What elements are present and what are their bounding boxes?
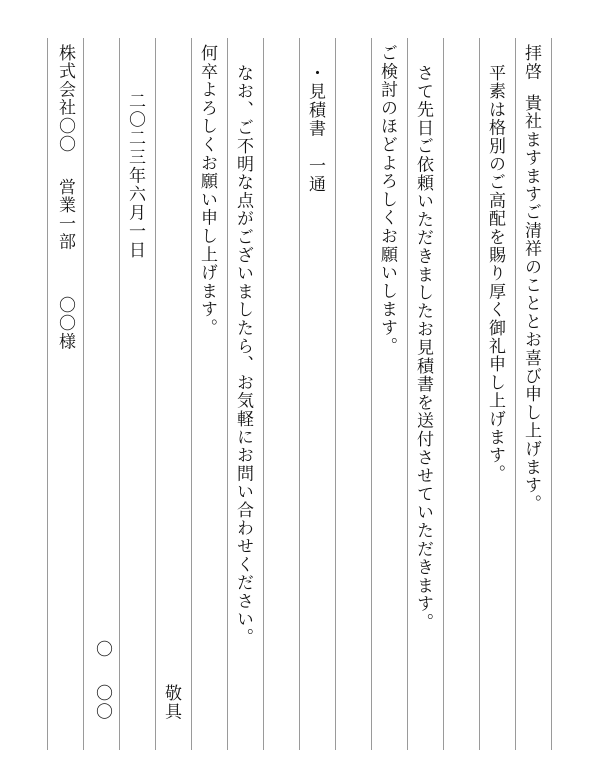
greeting-line: 平素は格別のご高配を賜り厚く御礼申し上げます。: [485, 64, 505, 483]
sender-mark: 〇〇: [92, 684, 112, 721]
ruled-line: [83, 38, 84, 750]
ruled-line: [299, 38, 300, 750]
ruled-line: [407, 38, 408, 750]
ruled-line: [155, 38, 156, 750]
ruled-line: [371, 38, 372, 750]
recipient-company: 株式会社〇〇: [55, 44, 75, 154]
ruled-line: [335, 38, 336, 750]
body-line: ご検討のほどよろしくお願いします。: [377, 44, 397, 356]
ruled-line: [263, 38, 264, 750]
ruled-line: [551, 38, 552, 750]
ruled-line: [227, 38, 228, 750]
ruled-line: [191, 38, 192, 750]
opening-word: 拝啓: [521, 44, 541, 81]
enclosure-item: ・見積書 一通: [305, 64, 325, 194]
body-line: さて先日ご依頼いただきましたお見積書を送付させていただきます。: [413, 64, 433, 632]
recipient-name: 〇〇様: [55, 296, 75, 351]
note-line: 何卒よろしくお願い申し上げます。: [197, 44, 217, 337]
date: 二〇二三年六月一日: [125, 92, 145, 260]
closing-word: 敬具: [161, 684, 181, 721]
recipient-department: 営業一部: [55, 178, 75, 251]
ruled-line: [443, 38, 444, 750]
ruled-line: [515, 38, 516, 750]
ruled-line: [47, 38, 48, 750]
note-line: なお、ご不明な点がございましたら、お気軽にお問い合わせください。: [233, 64, 253, 647]
ruled-line: [479, 38, 480, 750]
ruled-line: [119, 38, 120, 750]
sender-mark: 〇: [92, 640, 112, 659]
greeting-line: 貴社ますますご清祥のこととお喜び申し上げます。: [521, 94, 541, 513]
